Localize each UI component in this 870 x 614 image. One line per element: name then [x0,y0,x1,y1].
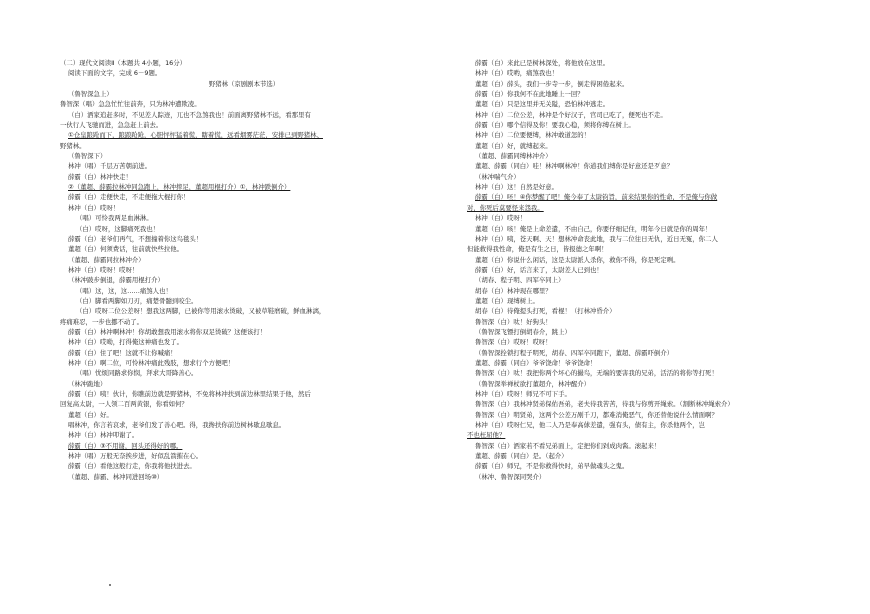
text-line [60,110,428,120]
text-line [60,58,428,68]
text-line-content: 董超（白）只是这里并无关隘，恐怕林冲逃走。 [475,100,610,109]
text-line-content: 董超（白）何须费话，往前就快些拉他。 [68,245,184,254]
text-line-content: 薛霸（白）走便快走，不走便拖大棍打你！ [68,193,190,202]
text-line-content: 薛霸（白）林冲快走！ [68,172,132,181]
text-line-content: ①仓皇踉跄而下，踉踉跄跄，心胆怦怦猛着慌，瞎着慌，远看烟雾茫茫，安排已到野猪林、 [68,131,323,140]
text-line-content: （白）哎呀二位公差呀！想我这两脚，已被你等用滚水烫破，又被草鞋磨破，鲜血淋漓， [76,307,326,316]
text-line-content: 不也枉屈他？ [467,431,506,440]
text-line [60,348,428,358]
text-line-content: 疼痛难忍，一步也挪不动了。 [60,317,144,326]
text-line-content: 林冲（白）二位公差，林冲是个好汉子，官司已吃了，便死也不走。 [475,110,667,119]
text-line [467,110,831,120]
text-line-content: 薛霸（白）好，话言来了，太尉差人已到也！ [475,265,603,274]
text-line-content: （白）哎呀，这脚痛死我也！ [76,224,160,233]
text-line [60,358,428,368]
text-line [60,182,428,192]
text-line-content: 董超（白）你说什么闲话，这是太尉派人杀你，救你不得，你是死定咧。 [475,255,680,264]
text-line-content: 回复高太尉，一人领二百两黄银，你看如何？ [60,400,188,409]
text-line [467,89,831,99]
text-line [60,203,428,213]
text-line [467,306,831,316]
text-line-content: 薛霸（白）看他这般行走，你我将他扶进去。 [68,462,196,471]
text-line-content: 林冲（白）哎呀仁兄，他二人乃是奉高俅差遣，强有头，债有主，你杀他两个，岂 [475,421,706,430]
text-line [467,410,831,420]
text-line-content: 鲁智深（白）明贤弟，这两个公差万剐千刀，都难消俺恶气，你还替他说什么情面啊？ [475,410,718,419]
text-line-content: 林冲（白）哎呀！师兄不可下手。 [475,390,571,398]
text-line [60,68,428,78]
text-line [467,441,831,451]
text-line-content: 鲁智深（白）呔！好狗头！ [475,317,552,326]
text-line [467,130,831,140]
text-line [467,296,831,306]
text-line [60,296,428,306]
text-line-content: 董超（白）薛头，我们一步寺一步，倒走得困倦起来。 [475,79,629,88]
text-line [60,79,428,89]
text-line [60,234,428,244]
text-line [467,389,831,399]
text-line-content: 薛霸（白）老爷们再气，不想撞着你这鸟毯头！ [68,234,203,243]
text-line-content: （白）洒家追赶多时，不见差人踪迹，兀也不急煞我也！前面离野猪林不远，看那里有 [68,110,311,119]
text-line-content: 林冲（白）哎呀！ [475,214,527,223]
text-line-content: 胡春（白）林冲现在哪里？ [475,286,552,295]
text-line [467,399,831,409]
text-line-content: （林冲跛步倒退，薛霸用棍打介） [68,276,164,285]
text-line [60,286,428,296]
text-line [467,317,831,327]
text-line [467,58,831,68]
text-line [467,451,831,461]
text-line [467,120,831,130]
text-line-content: 林冲（白）林冲叩谢了。 [68,431,139,440]
text-line [60,327,428,337]
text-line [60,151,428,161]
text-line [467,368,831,378]
text-line-content: （唱）这，这，这……痛煞人也！ [76,286,172,295]
text-line [60,441,428,451]
text-line-content: 鲁智深（白）洒家若不看兄弟面上，定把你们剁成肉酱。滚起来！ [475,441,661,450]
text-line-content: 林冲（白）哎呀！ [68,203,120,212]
text-line-content: （唱）忧烦同路求你悯，拜求大哥降善心。 [76,369,198,378]
text-line-content: 薛霸（白）师兄，不是你救得快时，弟早做魂头之鬼。 [475,462,629,471]
text-line-content: 对，你死后莫要怪来怨我。 [467,203,544,212]
text-line-content: 董超（白）咳！俺是上命差遣，不由自己，你要仔细记住，明年今日就是你的周年！ [475,224,712,233]
text-line-content: 林冲（白）啊二位，可怜林冲痛此残肢，想求行个方便吧！ [68,358,235,367]
text-line-content: 董超、薛霸（同白）哇！林冲啊林冲！你道我们缚你是好意还是歹意？ [475,162,674,171]
text-line [60,224,428,234]
text-line [60,399,428,409]
text-line [467,79,831,89]
text-line-content: 野猪林（京剧剧本节选） [208,79,280,88]
text-line [467,151,831,161]
text-line [467,244,831,254]
text-line-content: 阅读下面的文字，完成 6－9题。 [68,69,162,78]
text-line [467,203,831,213]
text-line-content: 董超（白）现缚树上。 [475,296,539,305]
text-line-content: 董超（白）好，就缚起来。 [475,141,552,150]
text-line [60,130,428,140]
text-line-content: ②（董超、薛霸拉林冲同急跑上，林冲摔足，董超用棍打介）①，林冲跌倒介） [68,183,291,192]
text-line-content: 林冲（白）二位要便缚，林冲敢道怎的！ [475,131,591,140]
text-line-content: 胡春（白）待俺提头打死，看棍！（打林冲昏介） [475,307,616,316]
text-line-content: 林冲（唱）千层万苦朝前进。 [68,162,152,171]
text-line [60,420,428,430]
text-line-content: 林冲（白）这！自然是好意。 [475,183,559,192]
stray-mark [109,584,111,586]
text-line [60,451,428,461]
text-line-content: （鲁智深拴锁打程子明死，胡春、四军卒同跑下，董超、薛霸吓倒介） [475,348,674,357]
text-line-content: 唱林冲，你言若哀求，老爷们发了善心吧。得，我搀扶你前边树林歇息歇息。 [68,421,286,430]
text-line [60,389,428,399]
text-line-content: 薛霸（白）你我何不在此地睡上一回？ [475,90,584,99]
text-line [467,224,831,234]
text-line [467,337,831,347]
text-line [467,430,831,440]
right-column [467,58,831,482]
text-line [467,172,831,182]
text-line-content: 林冲（唱）万般无奈挨步进，好似乱箭摧在心。 [68,452,203,461]
text-line [467,286,831,296]
text-line [467,327,831,337]
text-line [60,141,428,151]
text-line [60,317,428,327]
text-line [467,379,831,389]
text-line-content: （鲁智深举禅杖欲打董超介，林冲醒介） [475,379,591,388]
text-line [467,234,831,244]
text-line-content: 董超、薛霸（同白）爷爷饶命！爷爷饶命！ [475,358,597,367]
text-line [60,213,428,223]
text-line [60,192,428,202]
text-line [467,255,831,265]
text-line-content: 薛霸（白）③不用谢，回头还得好的哪。 [68,441,183,450]
text-line-content: （二）现代文阅读Ⅱ（本题共 4小题，16分） [60,59,187,67]
text-line-content: （董超、薛霸同拉林冲介） [68,255,145,264]
text-line-content: 林冲（白）咦，苍天啊、天！想林冲命丧此地，我与二位往日无仇，近日无冤，你二人 [475,234,718,243]
text-line-content: 一伙行人飞驰而进，急急赶上前去。 [60,121,163,130]
text-line [60,255,428,265]
text-line-content: 野猪林。 [60,141,86,150]
text-line [467,348,831,358]
text-line-content: 林冲（白）哎呦，打得俺这神痛也发了。 [68,338,184,347]
text-line [60,461,428,471]
text-line [467,99,831,109]
text-line [467,192,831,202]
text-line-content: 薛霸（白）住了吧！这就不让你喊痛！ [68,348,177,357]
text-line [467,472,831,482]
text-line-content: 鲁智深（白）呔！我把你两个坏心的撮鸟，无端的要害我的兄弟，活活的将你等打死！ [475,369,718,378]
text-line-content: 董超、薛霸（同白）是。（起介） [475,452,568,461]
text-line [467,182,831,192]
text-line-content: （林冲喘气介） [475,172,520,181]
text-line-content: 鲁智深（唱）急急忙忙往前奔，只为林冲遭欺凌。 [60,100,201,109]
text-line-content: （董超、薛霸、林冲同进回场⑩） [68,472,164,481]
text-line [60,172,428,182]
text-line [60,275,428,285]
text-line-content: 薛霸（白）咦！伙计，你瞧前边就是野猪林，不免将林冲扶到前边林里结果于他，然后 [68,390,311,398]
text-line [60,306,428,316]
text-line [60,368,428,378]
text-line-content: 鲁智深（白）哎呀！哎呀！ [475,338,552,347]
text-line-content: （鲁智深下） [68,152,107,161]
text-line [467,68,831,78]
text-line-content: （白）脚看两脚如刀刃，痛楚骨髓到咬尘。 [76,296,198,305]
text-line-content: （胡春、程子明、四军卒同上） [475,276,565,285]
text-line-content: 林冲（白）哎哟，痛煞我也！ [475,69,559,78]
text-line [467,358,831,368]
text-line [60,472,428,482]
text-line [467,420,831,430]
text-line [60,244,428,254]
text-line-content: 薛霸（白）呸！④你梦醒了吧！俺今奉了太尉钧旨，前来结果你的性命，不是俺与你做 [475,193,718,202]
text-line [60,120,428,130]
text-line-content: 鲁智深（白）我林冲贤弟保佑吾弟，老夫待我苦苦，待我与你剪开绳索。（割断林冲绳索介） [475,400,734,409]
text-line-content: 薛霸（白）哪个信得及你！要我心稳，须将你缚在树上。 [475,121,635,130]
text-line-content: （林冲、鲁智深同哭介） [475,472,546,481]
text-line-content: 林冲（白）哎呀！哎呀！ [68,265,139,274]
text-line [60,265,428,275]
text-line [60,430,428,440]
text-line [467,161,831,171]
text-line-content: 但能救得我性命，俺是有生之日，皆报德之年啊！ [467,245,608,254]
text-line-content: （林冲跪地） [68,379,107,388]
left-column [60,58,428,482]
text-line-content: 薛霸（白）林冲啊林冲！你胡敢想我用滚水将你双足烫破？这便该打！ [68,327,267,336]
text-line [60,379,428,389]
text-line [467,265,831,275]
text-line [467,213,831,223]
text-line [467,275,831,285]
text-line [60,337,428,347]
text-line-content: （鲁智深急上） [68,90,113,99]
text-line [467,461,831,471]
text-line [60,89,428,99]
text-line-content: （鲁智深飞镖打倒胡春介，跳上） [475,327,571,336]
text-line-content: （董超、薛霸同缚林冲介） [475,152,552,161]
text-line-content: 董超（白）好。 [68,410,113,419]
text-line-content: 薛霸（白）来此已是树林深处，将他放在这里。 [475,59,610,67]
text-line-content: （唱）可怜我两足血淋淋。 [76,214,153,223]
text-line [467,141,831,151]
text-line [60,161,428,171]
text-line [60,99,428,109]
text-line [60,410,428,420]
